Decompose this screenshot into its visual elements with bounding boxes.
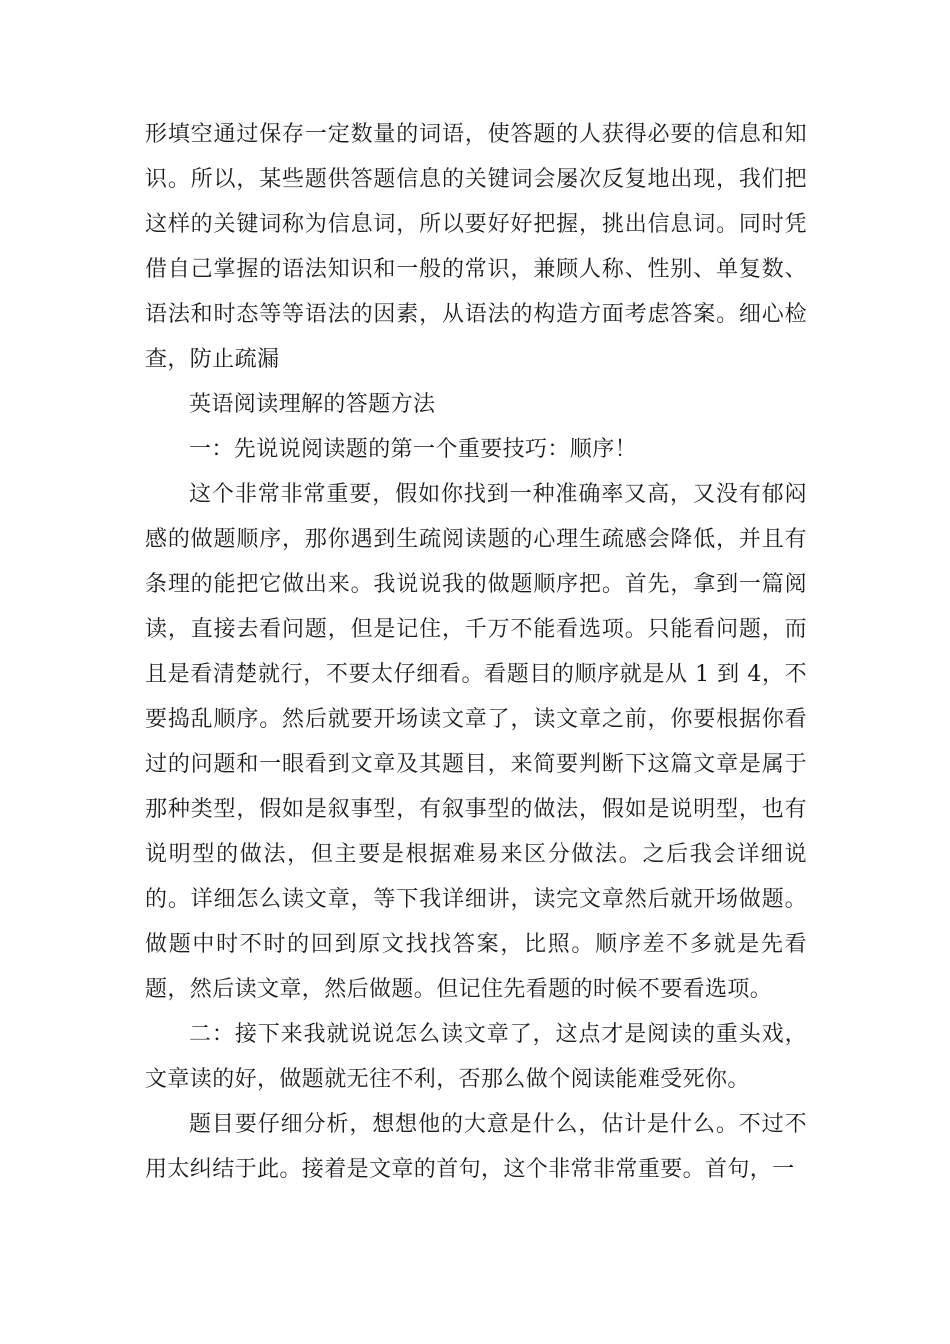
paragraph-reading-intro: 二：接下来我就说说怎么读文章了，这点才是阅读的重头戏，文章读的好，做题就无往不利，否那么做个阅读能难受死你。	[145, 1022, 807, 1092]
paragraph-continuation: 形填空通过保存一定数量的词语，使答题的人获得必要的信息和知识。所以，某些题供答题信息的关键词会屡次反复地出现，我们把这样的关键词称为信息词，所以要好好把握，挑出信息词。同时凭借自己掌握的语法知识和一般的常识，兼顾人称、性别、单复数、语法和时态等等语法的因素，从语法的构造方面考虑答案。细心检查，防止疏漏	[145, 122, 807, 372]
document-body	[145, 112, 807, 1192]
paragraph-title-analysis: 题目要仔细分析，想想他的大意是什么，估计是什么。不过不用太纠结于此。接着是文章的首句，这个非常非常重要。首句，一	[145, 1112, 807, 1182]
subheading-order-tip: 一：先说说阅读题的第一个重要技巧：顺序！	[189, 437, 638, 462]
paragraph-order-details: 这个非常非常重要，假如你找到一种准确率又高，又没有郁闷感的做题顺序，那你遇到生疏阅读题的心理生疏感会降低，并且有条理的能把它做出来。我说说我的做题顺序把。首先，拿到一篇阅读，直接去看问题，但是记住，千万不能看选项。只能看问题，而且是看清楚就行，不要太仔细看。看题目的顺序就是从 1 到 4，不要捣乱顺序。然后就要开场读文章了，读文章之前，你要根据你看过的问题和一眼看到文章及其题目，来简要判断下这篇文章是属于那种类型，假如是叙事型，有叙事型的做法，假如是说明型，也有说明型的做法，但主要是根据难易来区分做法。之后我会详细说的。详细怎么读文章，等下我详细讲，读完文章然后就开场做题。做题中时不时的回到原文找找答案，比照。顺序差不多就是先看题，然后读文章，然后做题。但记住先看题的时候不要看选项。	[145, 482, 807, 1002]
section-heading: 英语阅读理解的答题方法	[189, 392, 436, 417]
